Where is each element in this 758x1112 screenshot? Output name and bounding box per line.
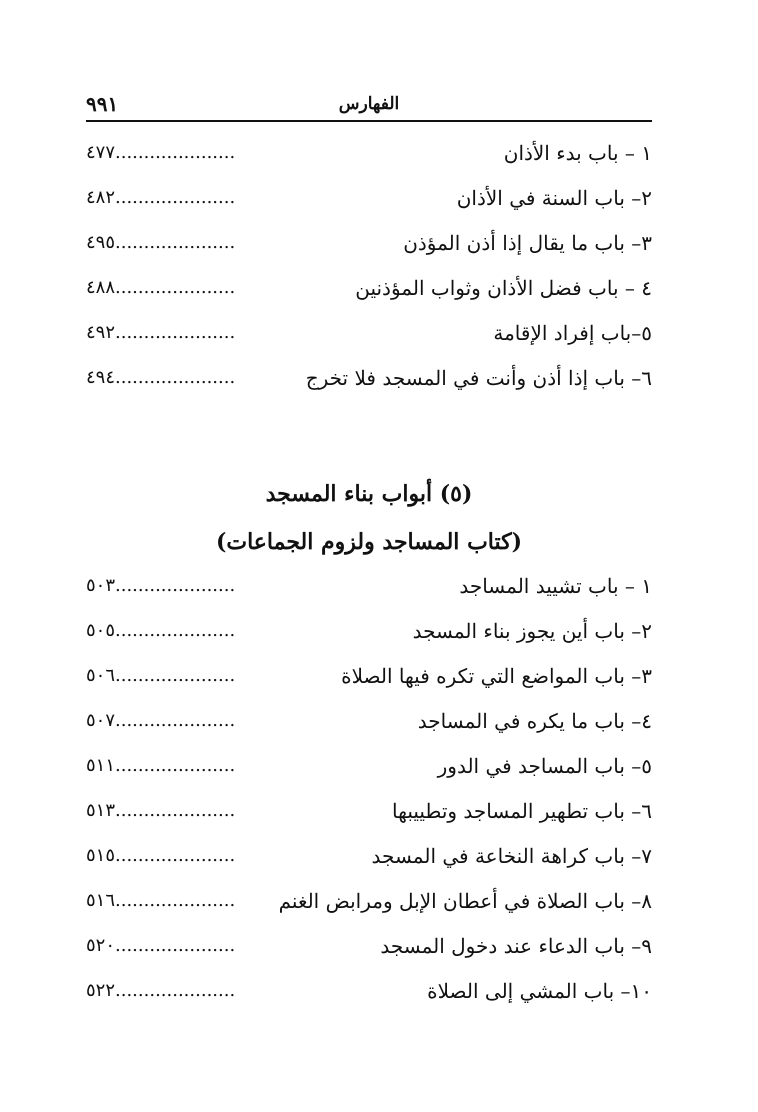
entry-page-number: ٤٩٥..................... [86, 232, 236, 253]
entry-title: ٦– باب إذا أذن وأنت في المسجد فلا تخرج [305, 366, 652, 390]
toc-entry [86, 225, 652, 261]
toc-entry [86, 135, 652, 171]
entry-title: ٤– باب ما يكره في المساجد [417, 709, 652, 733]
entry-title: ٥–باب إفراد الإقامة [493, 321, 652, 345]
entry-page-number: ٥١٣..................... [86, 800, 236, 821]
section-heading: (٥) أبواب بناء المسجد [265, 481, 473, 507]
entry-page-number: ٤٨٨..................... [86, 277, 236, 298]
entry-page-number: ٤٨٢..................... [86, 187, 236, 208]
toc-entry [86, 568, 652, 604]
entry-title: ٥– باب المساجد في الدور [437, 754, 652, 778]
toc-entry [86, 658, 652, 694]
entry-page-number: ٥٠٥..................... [86, 620, 236, 641]
entry-title: ٣– باب المواضع التي تكره فيها الصلاة [341, 664, 652, 688]
running-title: الفهارس [338, 94, 400, 114]
toc-entry [86, 270, 652, 306]
entry-page-number: ٥٠٦..................... [86, 665, 236, 686]
entry-page-number: ٥٢٢..................... [86, 980, 236, 1001]
entry-title: ٤ – باب فضل الأذان وثواب المؤذنين [355, 276, 652, 300]
entry-page-number: ٥١٦..................... [86, 890, 236, 911]
entry-title: ٣– باب ما يقال إذا أذن المؤذن [403, 231, 652, 255]
page-header [86, 92, 652, 122]
toc-entry [86, 928, 652, 964]
entry-page-number: ٥٠٧..................... [86, 710, 236, 731]
entry-title: ٧– باب كراهة النخاعة في المسجد [371, 844, 652, 868]
toc-entry [86, 360, 652, 396]
entry-title: ١٠– باب المشي إلى الصلاة [427, 979, 652, 1003]
toc-entry [86, 315, 652, 351]
page-number: ٩٩١ [86, 92, 119, 116]
entry-page-number: ٥٢٠..................... [86, 935, 236, 956]
toc-entry [86, 180, 652, 216]
entry-title: ٢– باب أين يجوز بناء المسجد [412, 619, 652, 643]
toc-entry [86, 838, 652, 874]
toc-entry [86, 883, 652, 919]
toc-entry [86, 703, 652, 739]
entry-page-number: ٤٩٢..................... [86, 322, 236, 343]
entry-title: ٢– باب السنة في الأذان [456, 186, 652, 210]
toc-entry [86, 748, 652, 784]
entry-page-number: ٥١١..................... [86, 755, 236, 776]
entry-page-number: ٥١٥..................... [86, 845, 236, 866]
entry-title: ١ – باب تشييد المساجد [459, 574, 652, 598]
toc-entry [86, 973, 652, 1009]
toc-entry [86, 613, 652, 649]
entry-page-number: ٤٩٤..................... [86, 367, 236, 388]
entry-page-number: ٤٧٧..................... [86, 142, 236, 163]
entry-page-number: ٥٠٣..................... [86, 575, 236, 596]
entry-title: ١ – باب بدء الأذان [503, 141, 652, 165]
entry-title: ٩– باب الدعاء عند دخول المسجد [380, 934, 652, 958]
section-subheading: (كتاب المساجد ولزوم الجماعات) [215, 529, 523, 555]
entry-title: ٨– باب الصلاة في أعطان الإبل ومرابض الغنم [278, 889, 652, 913]
toc-entry [86, 793, 652, 829]
entry-title: ٦– باب تطهير المساجد وتطييبها [392, 799, 652, 823]
